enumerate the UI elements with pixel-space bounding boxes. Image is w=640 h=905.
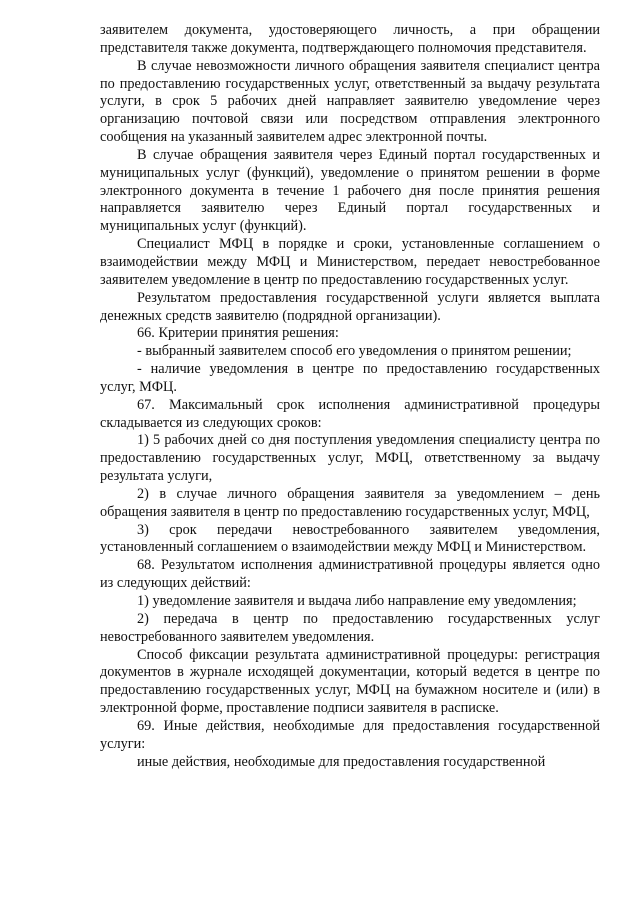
paragraph-continuation: заявителем документа, удостоверяющего личность, а при обращении представителя также документа, подтверждающего полномочия представителя. (100, 22, 600, 56)
paragraph-fixation-method: Способ фиксации результата административной процедуры: регистрация документов в журнале исходящей документации, который ведется в центре по предоставлению государственных услуг, МФЦ на бумажном носителе и (или) в электронной форме, проставление подписи заявителя в расписке. (100, 646, 600, 717)
paragraph-67-max-term: 67. Максимальный срок исполнения административной процедуры складывается из следующих сроков: (100, 396, 600, 431)
paragraph-service-result: Результатом предоставления государственной услуги является выплата денежных средств заявителю (подрядной организации). (100, 289, 600, 324)
paragraph-unified-portal: В случае обращения заявителя через Единый портал государственных и муниципальных услуг (функций), уведомление о принятом решении в форме электронного документа в течение 1 рабочего дня после принятия решения направляется заявителю через Единый портал государственных и муниципальных услуг (функций). (100, 146, 600, 235)
paragraph-mfc-specialist: Специалист МФЦ в порядке и сроки, установленные соглашением о взаимодействии между МФЦ и Министерством, передает невостребованное заявителем уведомление в центр по предоставлению государственных услуг. (100, 236, 600, 288)
paragraph-no-personal-appeal: В случае невозможности личного обращения заявителя специалист центра по предоставлению государственных услуг, ответственный за выдачу результата услуги, в срок 5 рабочих дней направляет заявителю уведомление через организацию почтовой связи или посредством отправления электронного сообщения на указанный заявителем адрес электронной почты. (100, 57, 600, 146)
document-page (100, 22, 600, 771)
paragraph-66-item-2: - наличие уведомления в центре по предоставлению государственных услуг, МФЦ. (100, 361, 600, 395)
paragraph-67-item-1: 1) 5 рабочих дней со дня поступления уведомления специалисту центра по предоставлению государственных услуг, МФЦ, ответственному за выдачу результата услуги, (100, 432, 600, 485)
paragraph-66-criteria: 66. Критерии принятия решения: (137, 325, 339, 342)
paragraph-66-item-1: - выбранный заявителем способ его уведомления о принятом решении; (137, 343, 572, 360)
paragraph-67-item-2: 2) в случае личного обращения заявителя за уведомлением – день обращения заявителя в центр по предоставлению государственных услуг, МФЦ, (100, 485, 600, 520)
paragraph-68-item-2: 2) передача в центр по предоставлению государственных услуг невостребованного заявителем уведомления. (100, 610, 600, 645)
paragraph-67-item-3: 3) срок передачи невостребованного заявителем уведомления, установленный соглашением о взаимодействии между МФЦ и Министерством. (100, 521, 600, 556)
paragraph-68-item-1: 1) уведомление заявителя и выдача либо направление ему уведомления; (137, 593, 577, 609)
paragraph-69-other-actions: 69. Иные действия, необходимые для предоставления государственной услуги: (100, 717, 600, 752)
paragraph-69-continuation: иные действия, необходимые для предоставления государственной (137, 753, 546, 770)
paragraph-68-result: 68. Результатом исполнения административной процедуры является одно из следующих действий: (100, 557, 600, 592)
